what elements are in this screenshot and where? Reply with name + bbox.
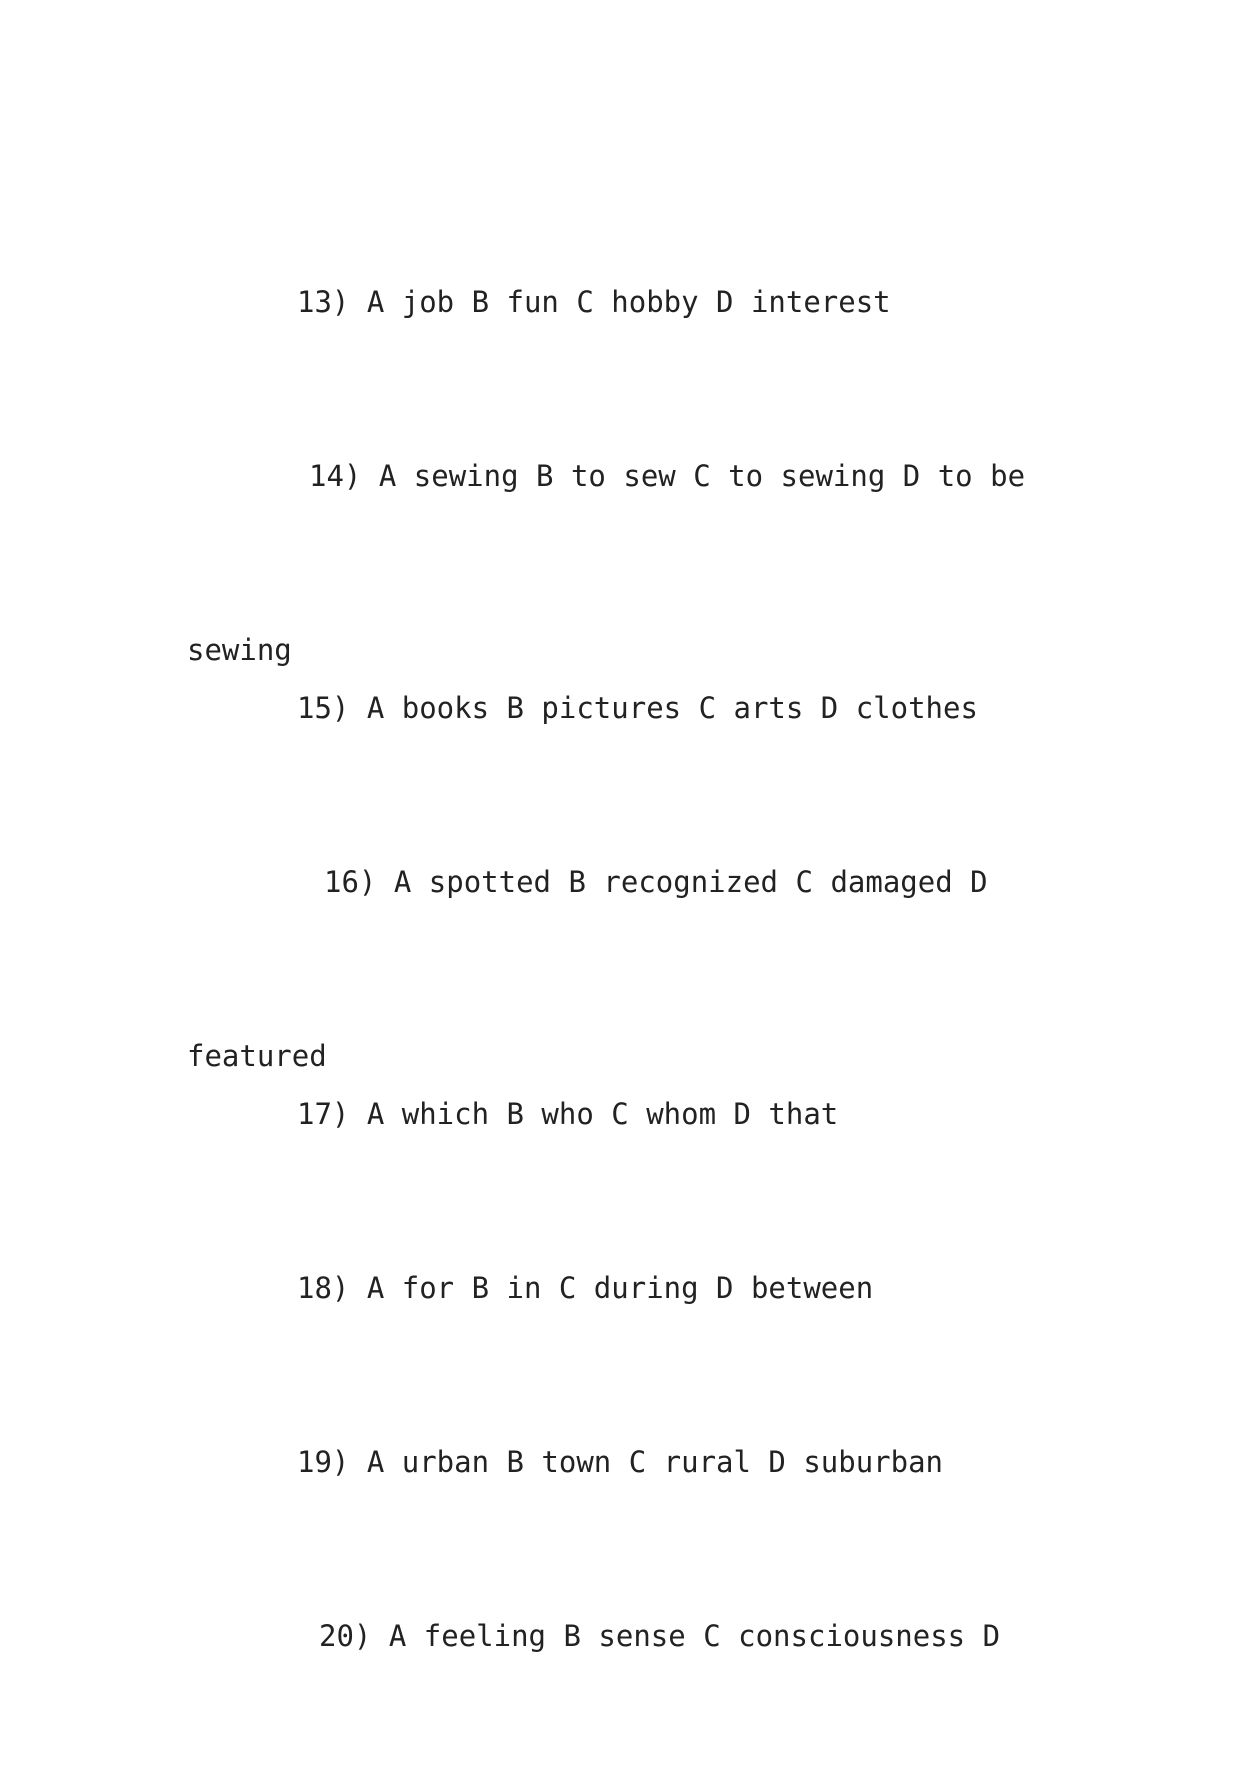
word: consciousness xyxy=(738,1619,966,1653)
word: A xyxy=(393,865,412,899)
question-15-text: 15) A books B pictures C arts D clothes xyxy=(297,691,978,725)
question-18-text: 18) A for B in C during D between xyxy=(297,1271,874,1305)
word: C xyxy=(795,865,813,899)
word: A xyxy=(378,459,397,493)
word: D xyxy=(902,459,921,493)
word: C xyxy=(693,459,711,493)
word: 20) xyxy=(319,1619,372,1653)
word: sewing xyxy=(413,459,519,493)
word: 14) xyxy=(309,459,362,493)
question-16-line2: featured xyxy=(187,1039,327,1073)
word: sew xyxy=(623,459,676,493)
word: C xyxy=(703,1619,721,1653)
word: spotted xyxy=(428,865,552,899)
word: B xyxy=(568,865,586,899)
word: B xyxy=(536,459,554,493)
word: feeling xyxy=(423,1619,547,1653)
question-17-text: 17) A which B who C whom D that xyxy=(297,1097,839,1131)
word: to xyxy=(937,459,973,493)
word: to xyxy=(570,459,606,493)
word: to xyxy=(728,459,764,493)
word: be xyxy=(990,459,1026,493)
question-20 xyxy=(187,1491,1053,1781)
word: 16) xyxy=(324,865,377,899)
word: B xyxy=(563,1619,581,1653)
question-20-line1 xyxy=(187,1607,1053,1665)
word: damaged xyxy=(830,865,953,899)
question-13-text: 13) A job B fun C hobby D interest xyxy=(297,285,891,319)
word: D xyxy=(982,1619,1001,1653)
question-14-line2: sewing xyxy=(187,633,292,667)
word: recognized xyxy=(603,865,779,899)
question-16-line1 xyxy=(187,853,1053,911)
word: D xyxy=(970,865,988,899)
question-19-text: 19) A urban B town C rural D suburban xyxy=(297,1445,944,1479)
word: sewing xyxy=(780,459,886,493)
word: A xyxy=(388,1619,407,1653)
question-14-line1 xyxy=(187,447,1053,505)
word: sense xyxy=(598,1619,686,1653)
